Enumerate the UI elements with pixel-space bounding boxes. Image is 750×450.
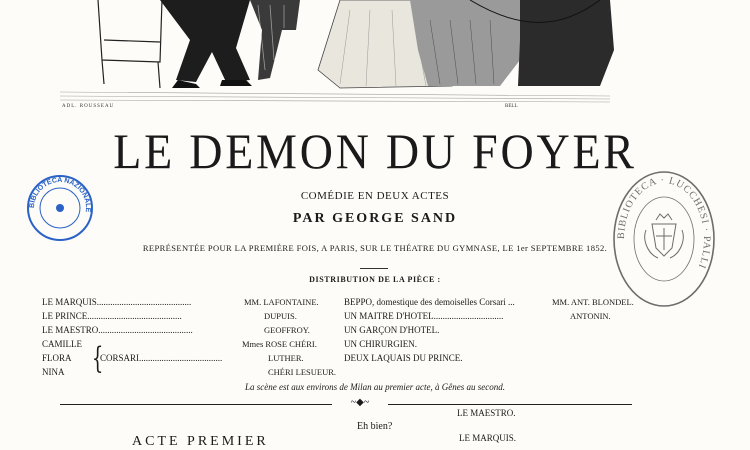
dialogue-line: Eh bien? [357, 421, 393, 432]
stamp-left-text: BIBLIOTECA NAZIONALE [28, 176, 92, 213]
play-author: PAR GEORGE SAND [292, 211, 458, 226]
cast-role: UN CHIRURGIEN. [344, 339, 417, 349]
divider-rule [360, 268, 388, 269]
cast-actor: CHÉRI LESUEUR. [268, 367, 336, 377]
cast-role: UN MAITRE D'HOTEL............................... [344, 311, 504, 321]
play-title: LE DEMON DU FOYER [113, 123, 637, 179]
act-heading: ACTE PREMIER [132, 434, 269, 449]
scene-note: La scène est aux environs de Milan au premier acte, à Gênes au second. [244, 382, 506, 392]
cast-role: LE MARQUIS.......................................... [42, 297, 192, 307]
cast-actor: LUTHER. [268, 353, 304, 363]
cast-role: DEUX LAQUAIS DU PRINCE. [344, 353, 463, 363]
cast-role: CAMILLE [42, 339, 82, 349]
library-stamp-left [26, 174, 94, 242]
cast-role: FLORA [42, 353, 72, 363]
cast-actor: MM. LAFONTAINE. [244, 297, 319, 307]
stamp-right-text: BIBLIOTECA · LUCCHESI · PALLI [615, 174, 713, 271]
play-subtitle: COMÉDIE EN DEUX ACTES [300, 190, 450, 202]
speaker-label: LE MARQUIS. [459, 433, 517, 443]
cast-role: NINA [42, 367, 65, 377]
brace-symbol: { [91, 341, 104, 376]
cast-role: UN GARÇON D'HOTEL. [344, 325, 440, 335]
premiere-note: REPRÉSENTÉE POUR LA PREMIÈRE FOIS, A PARIS, SUR LE THÉATRE DU GYMNASE, LE 1er SEPTEMBRE 1852. [142, 243, 608, 253]
cast-role: BEPPO, domestique des demoiselles Corsari ... [344, 297, 515, 307]
divider-rule-right [388, 404, 632, 405]
cast-actor: DUPUIS. [264, 311, 297, 321]
divider-rule-left [60, 404, 332, 405]
illustration-signature-right: BELL [505, 104, 518, 109]
cast-actor: GEOFFROY. [264, 325, 310, 335]
engraving-illustration [0, 0, 750, 112]
ornament-icon: ~◆~ [350, 397, 370, 408]
cast-actor: Mmes ROSE CHÉRI. [242, 339, 317, 349]
illustration-signature-left: ADL. ROUSSEAU [62, 104, 115, 109]
cast-role: LE PRINCE.......................................... [42, 311, 182, 321]
cast-role: LE MAESTRO.......................................... [42, 325, 193, 335]
cast-actor: MM. ANT. BLONDEL. [552, 297, 634, 307]
corsari-label: CORSARI..................................... [100, 353, 223, 363]
distribution-heading: DISTRIBUTION DE LA PIÈCE : [309, 275, 441, 284]
cast-actor: ANTONIN. [570, 311, 611, 321]
speaker-label: LE MAESTRO. [457, 408, 516, 418]
